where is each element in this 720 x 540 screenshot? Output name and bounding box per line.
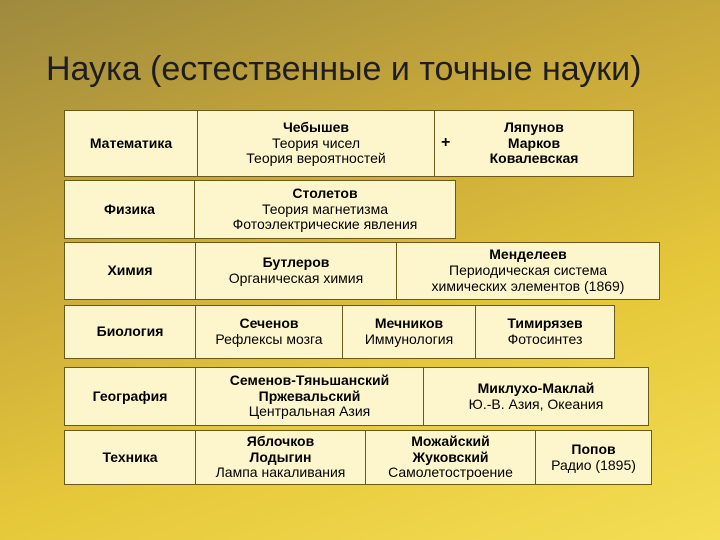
- scientist-name: Семенов-Тяньшанский: [229, 371, 390, 388]
- cell-chemistry-mendeleev: [396, 242, 660, 300]
- field-label: Периодическая система: [449, 262, 607, 279]
- category-physics: [64, 180, 195, 239]
- scientist-name: Яблочков: [246, 432, 315, 449]
- category-geography: [64, 367, 196, 426]
- cell-physics-stoletov: [194, 180, 456, 239]
- field-label: Иммунология: [364, 331, 454, 347]
- field-label: химических элементов (1869): [431, 277, 625, 294]
- field-label: Фотосинтез: [507, 331, 583, 347]
- category-label: Техника: [102, 448, 158, 465]
- scientist-name: Можайский: [411, 432, 490, 449]
- cell-tech-mozhaisky: [365, 430, 536, 485]
- cell-biology-timiryazev: [475, 305, 615, 359]
- cell-math-chebyshev: [197, 110, 435, 177]
- field-label: Рефлексы мозга: [215, 331, 323, 347]
- scientist-name: Ковалевская: [489, 150, 579, 167]
- cell-tech-popov: [535, 430, 652, 485]
- field-label: Радио (1895): [551, 456, 636, 473]
- cell-chemistry-butlerov: [195, 242, 397, 300]
- category-biology: [64, 305, 196, 359]
- field-label: Ю.-В. Азия, Океания: [468, 395, 604, 412]
- scientist-name: Чебышев: [282, 118, 350, 135]
- scientist-name: Мечников: [374, 315, 444, 332]
- field-label: Лампа накаливания: [215, 464, 346, 481]
- category-chemistry: [64, 242, 196, 300]
- scientist-name: Пржевальский: [258, 387, 361, 404]
- plus-sign: +: [441, 134, 451, 151]
- cell-geography-miklukho: [423, 367, 649, 426]
- scientist-name: Марков: [507, 134, 561, 151]
- category-label: Химия: [107, 262, 153, 279]
- cell-biology-sechenov: [195, 305, 343, 359]
- scientist-name: Менделеев: [489, 246, 567, 263]
- scientist-name: Бутлеров: [262, 254, 330, 271]
- cell-math-lyapunov: [434, 110, 634, 177]
- field-label: Фотоэлектрические явления: [232, 216, 418, 233]
- category-label: Физика: [104, 200, 155, 217]
- field-label: Органическая химия: [228, 270, 364, 286]
- scientist-name: Миклухо-Маклай: [477, 379, 595, 396]
- field-label: Теория вероятностей: [246, 150, 386, 167]
- scientist-name: Тимирязев: [507, 315, 583, 332]
- scientist-name: Жуковский: [412, 448, 489, 465]
- field-label: Теория магнетизма: [261, 200, 389, 217]
- page-title: Наука (естественные и точные науки): [46, 50, 642, 88]
- scientist-name: Столетов: [292, 184, 358, 201]
- cell-geography-semenov: [195, 367, 424, 426]
- scientist-name: Ляпунов: [504, 118, 564, 135]
- category-label: Математика: [89, 134, 173, 151]
- field-label: Самолетостроение: [388, 464, 513, 481]
- scientist-name: Сеченов: [239, 315, 299, 332]
- category-label: Биология: [96, 323, 164, 340]
- field-label: Теория чисел: [271, 134, 361, 151]
- cell-tech-yablochkov: [195, 430, 366, 485]
- category-tech: [64, 430, 196, 485]
- category-math: [64, 110, 198, 177]
- scientist-name: Попов: [571, 440, 616, 457]
- field-label: Центральная Азия: [248, 403, 371, 420]
- scientist-name: Лодыгин: [249, 448, 312, 465]
- category-label: География: [92, 387, 168, 404]
- cell-biology-mechnikov: [342, 305, 476, 359]
